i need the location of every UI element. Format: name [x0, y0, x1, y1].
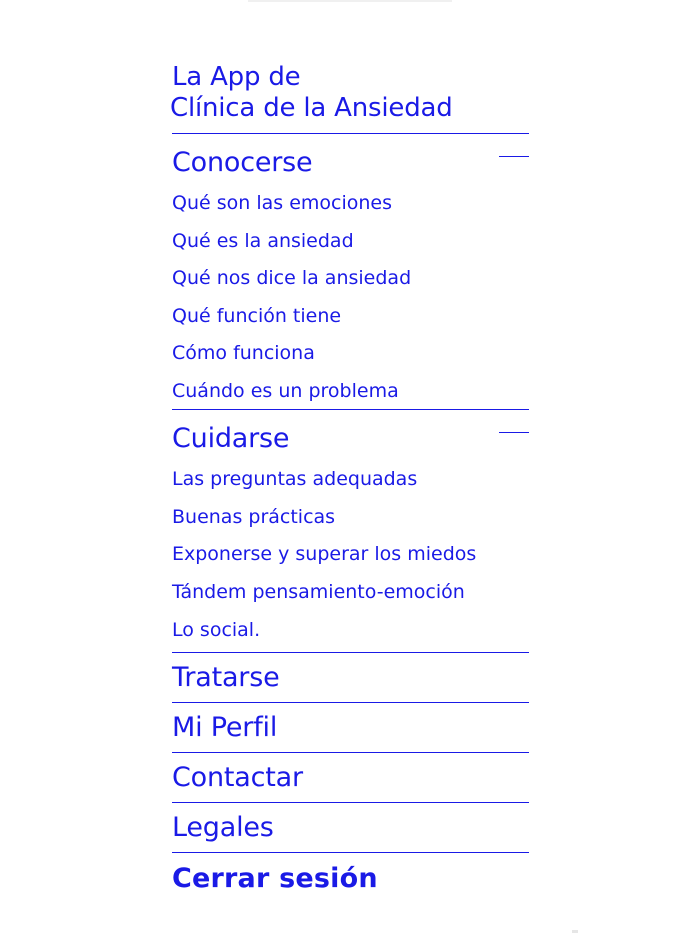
menu-item-las-preguntas-adequadas[interactable]: Las preguntas adequadas	[172, 468, 418, 490]
divider	[172, 802, 529, 803]
app-title-line-1: La App de	[172, 62, 301, 92]
section-header-cuidarse[interactable]	[172, 421, 529, 461]
menu-item-lo-social[interactable]: Lo social.	[172, 619, 261, 641]
menu-item-como-funciona[interactable]: Cómo funciona	[172, 342, 315, 364]
menu-item-buenas-practicas[interactable]: Buenas prácticas	[172, 506, 336, 528]
minus-icon[interactable]	[499, 156, 529, 170]
menu-item-tandem-pensamiento-emocion[interactable]: Tándem pensamiento-emoción	[172, 581, 465, 603]
scroll-indicator	[572, 930, 578, 933]
section-header-conocerse[interactable]	[172, 145, 529, 185]
menu-item-que-nos-dice-la-ansiedad[interactable]: Qué nos dice la ansiedad	[172, 267, 412, 289]
menu-link-contactar[interactable]: Contactar	[172, 762, 303, 793]
divider	[172, 702, 529, 703]
menu-link-mi-perfil[interactable]: Mi Perfil	[172, 712, 278, 743]
menu-item-exponerse-y-superar-los-miedos[interactable]: Exponerse y superar los miedos	[172, 543, 477, 565]
menu-item-que-funcion-tiene[interactable]: Qué función tiene	[172, 305, 342, 327]
logout-button[interactable]: Cerrar sesión	[172, 863, 378, 894]
section-title-conocerse: Conocerse	[172, 147, 313, 178]
app-title	[172, 62, 529, 124]
menu-item-cuando-es-un-problema[interactable]: Cuándo es un problema	[172, 380, 399, 402]
minus-icon[interactable]	[499, 432, 529, 446]
app-title-line-2: Clínica de la Ansiedad	[170, 93, 453, 123]
menu-link-legales[interactable]: Legales	[172, 812, 274, 843]
section-title-cuidarse: Cuidarse	[172, 423, 290, 454]
menu-link-tratarse[interactable]: Tratarse	[172, 662, 280, 693]
divider	[172, 652, 529, 653]
divider	[172, 409, 529, 410]
menu-item-que-son-las-emociones[interactable]: Qué son las emociones	[172, 192, 392, 214]
top-drag-handle	[248, 0, 452, 2]
divider	[172, 852, 529, 853]
menu-item-que-es-la-ansiedad[interactable]: Qué es la ansiedad	[172, 230, 354, 252]
divider	[172, 752, 529, 753]
divider	[172, 133, 529, 134]
